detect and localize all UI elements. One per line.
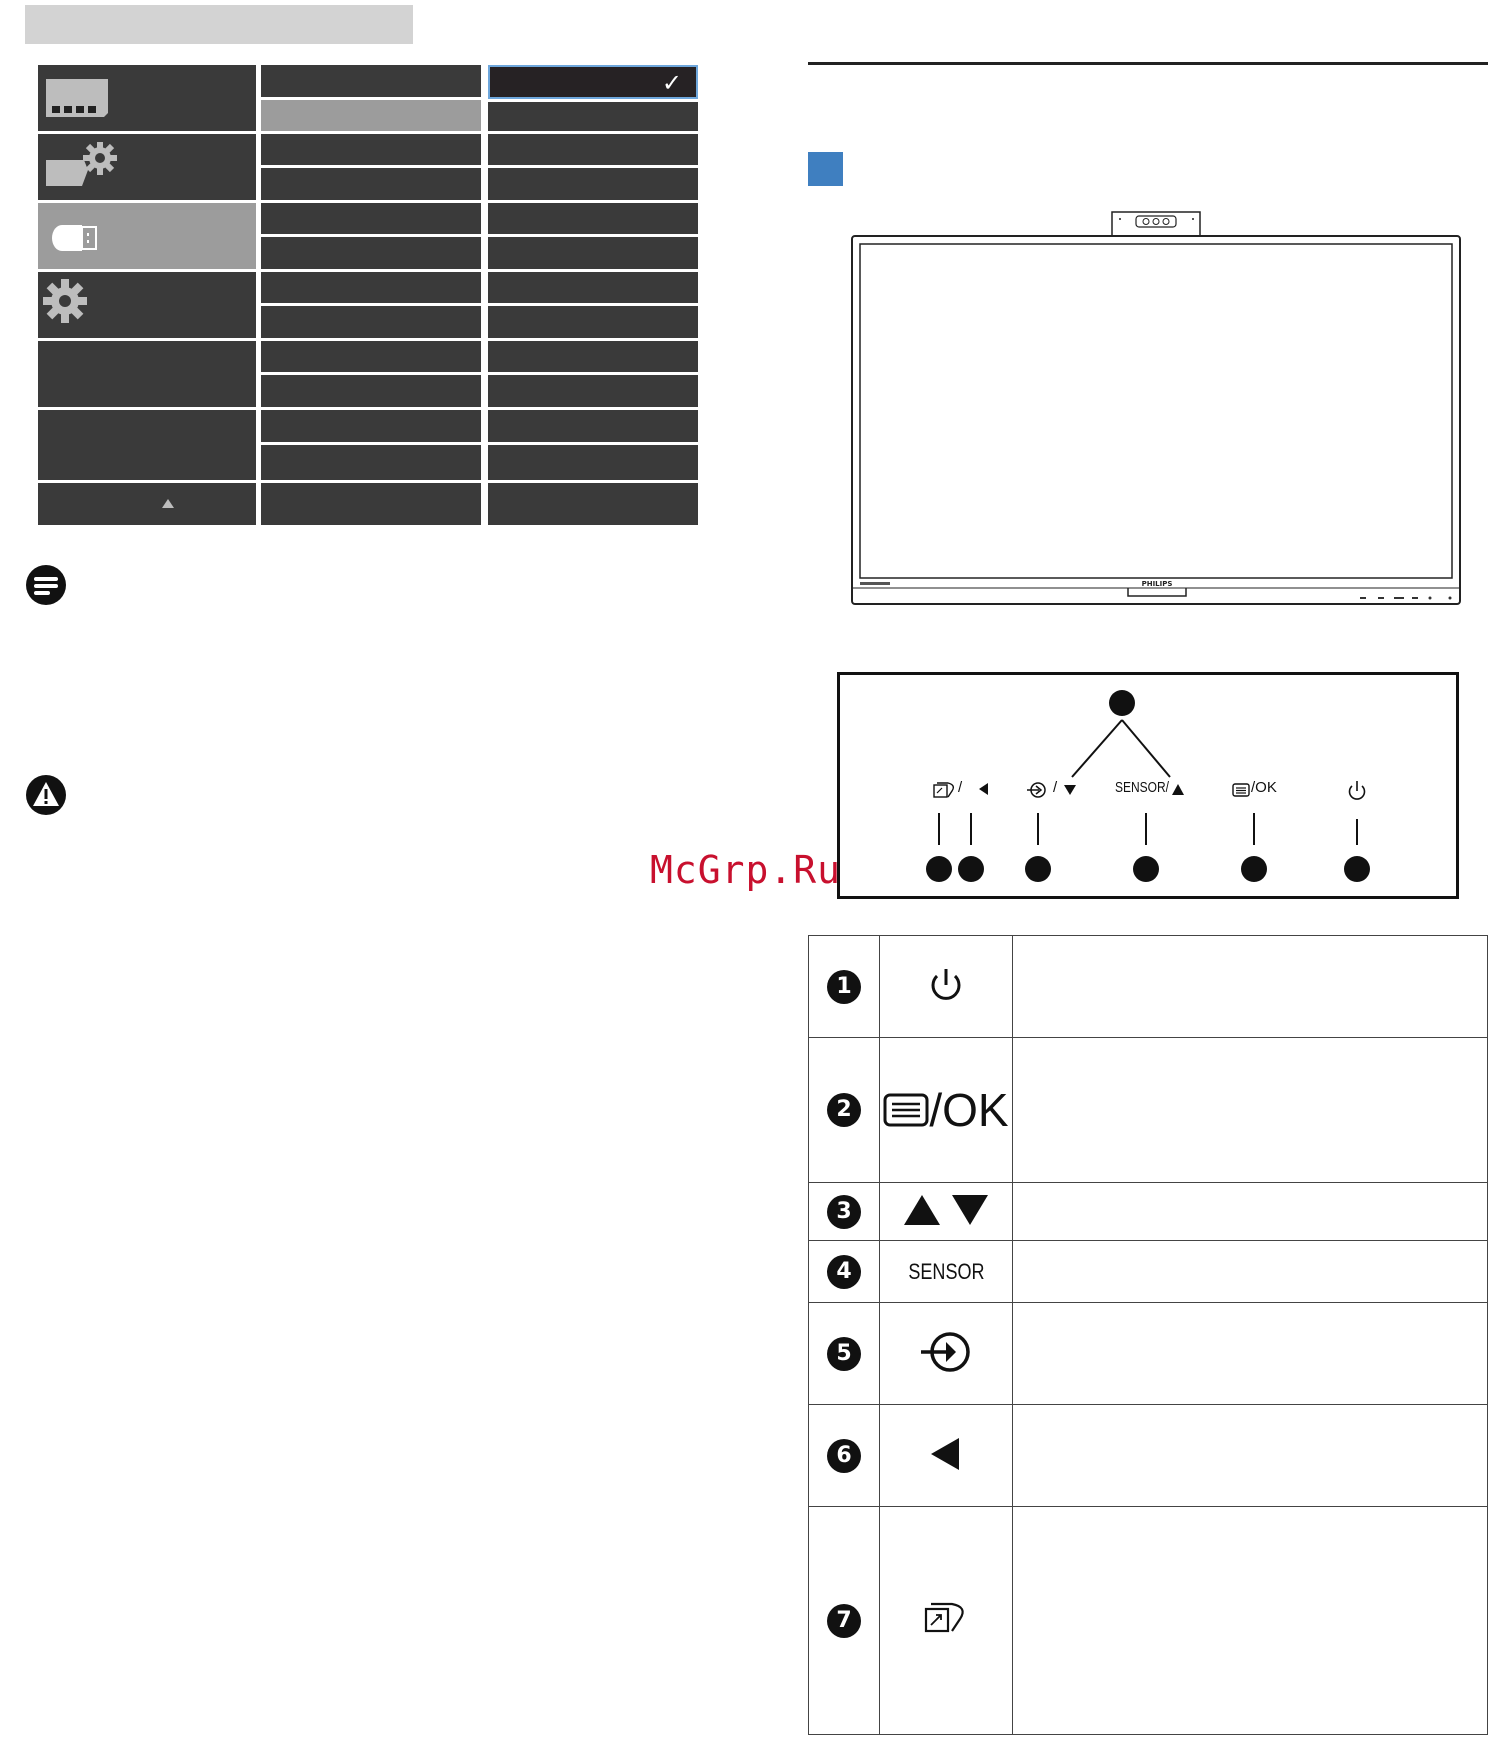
- table-row: [809, 1507, 1488, 1735]
- osd-sub-item: [261, 410, 481, 442]
- power-small-icon: [1350, 781, 1365, 799]
- row-number: 4: [827, 1255, 861, 1289]
- watermark: McGrp.Ru: [650, 848, 842, 892]
- osd-sub-item: [261, 65, 481, 97]
- label-menu-ok: /OK: [1251, 779, 1277, 796]
- row-description: [1013, 1507, 1488, 1735]
- monitor-settings-icon: [44, 142, 124, 194]
- osd-option: [488, 102, 698, 131]
- power-icon: [926, 965, 966, 1005]
- osd-sub-item: [261, 134, 481, 165]
- row-number: 2: [827, 1093, 861, 1127]
- osd-option: [488, 272, 698, 303]
- osd-sub-item-selected: [261, 100, 481, 131]
- osd-main-usb: [38, 203, 256, 269]
- note-icon: [25, 564, 67, 606]
- row-description: [1013, 1038, 1488, 1183]
- row-number: 7: [827, 1604, 861, 1638]
- label-input-slash: /: [1053, 779, 1058, 796]
- menu-icon: [883, 1093, 929, 1127]
- osd-main-display: [38, 65, 256, 131]
- row-description: [1013, 1241, 1488, 1303]
- osd-option: [488, 168, 698, 200]
- row-description: [1013, 1405, 1488, 1507]
- row-number: 1: [827, 970, 861, 1004]
- row-description: [1013, 936, 1488, 1038]
- table-row: [809, 1241, 1488, 1303]
- table-row: [809, 1405, 1488, 1507]
- osd-main-empty-2: [38, 410, 256, 480]
- row-number: 3: [827, 1195, 861, 1229]
- section-marker: [808, 152, 843, 186]
- osd-sub-footer: [261, 483, 481, 525]
- menu-ok-label: /OK: [929, 1084, 1009, 1136]
- row-description: [1013, 1183, 1488, 1241]
- osd-sub-item: [261, 237, 481, 269]
- display-icon: [44, 77, 110, 121]
- osd-option: [488, 341, 698, 372]
- osd-option: [488, 203, 698, 234]
- osd-option-selected: [488, 65, 698, 99]
- smartimage-icon: [922, 1601, 970, 1637]
- header-bar: [25, 5, 413, 44]
- osd-option: [488, 237, 698, 269]
- row-number: 6: [827, 1439, 861, 1473]
- osd-option: [488, 134, 698, 165]
- osd-sub-item: [261, 341, 481, 372]
- osd-sub-item: [261, 306, 481, 338]
- osd-menu: [38, 65, 698, 525]
- osd-sub-item: [261, 272, 481, 303]
- buttons-table: [808, 935, 1488, 1735]
- osd-main-footer: [38, 483, 256, 525]
- label-smartimage-slash: /: [958, 779, 963, 796]
- osd-sub-item: [261, 168, 481, 200]
- input-small-icon: [1027, 783, 1045, 797]
- up-down-arrows-icon: [902, 1192, 990, 1228]
- gear-icon: [42, 278, 88, 324]
- smartimage-small-icon: [934, 783, 953, 797]
- table-row: [809, 1303, 1488, 1405]
- checkmark-icon: ✓: [661, 69, 682, 97]
- osd-main-empty-1: [38, 341, 256, 407]
- label-sensor: SENSOR/: [1115, 779, 1170, 796]
- usb-icon: [52, 223, 102, 253]
- osd-option: [488, 410, 698, 442]
- osd-main-picture: [38, 134, 256, 200]
- table-row: [809, 1038, 1488, 1183]
- left-arrow-icon: [929, 1436, 963, 1472]
- osd-sub-item: [261, 375, 481, 407]
- osd-sub-item: [261, 203, 481, 234]
- table-row: [809, 1183, 1488, 1241]
- osd-option: [488, 445, 698, 480]
- row-number: 5: [827, 1337, 861, 1371]
- top-rule: [808, 62, 1488, 65]
- osd-option: [488, 306, 698, 338]
- sensor-label: SENSOR: [907, 1258, 985, 1284]
- monitor-illustration: [850, 210, 1462, 610]
- input-icon: [919, 1330, 973, 1374]
- osd-sub-item: [261, 445, 481, 480]
- osd-option: [488, 375, 698, 407]
- warning-icon: [25, 774, 67, 816]
- menu-small-icon: [1233, 784, 1249, 796]
- control-diagram: [837, 672, 1459, 899]
- monitor-brand: PHILIPS: [1141, 580, 1173, 588]
- osd-option-footer: [488, 483, 698, 525]
- table-row: [809, 936, 1488, 1038]
- up-arrow-icon: [162, 499, 174, 508]
- row-description: [1013, 1303, 1488, 1405]
- osd-main-setup: [38, 272, 256, 338]
